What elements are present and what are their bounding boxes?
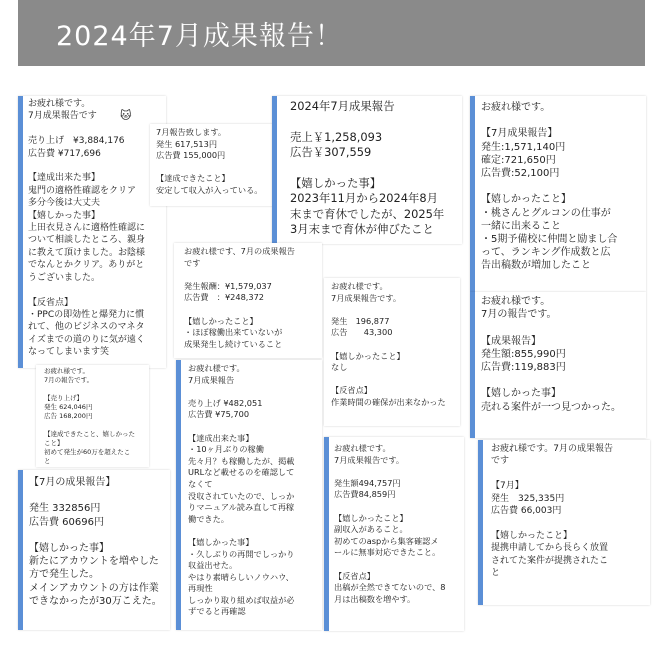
report-card-11: [324, 437, 464, 631]
card-accent-bar: [470, 292, 475, 438]
report-text: お疲れ様です。 7月の報告です。 【売り上げ】 発生 624,046円 広告 168,200円 【達成できたこと、嬉しかった こと】 初めて発生が60万を超えたこ と: [44, 367, 135, 465]
report-card-3: [272, 96, 462, 244]
report-text: お疲れ様です。 7月成果報告です 売り上げ ¥3,884,176 広告費 ¥717,696 【達成出来た事】 鬼門の適格性確認をクリア 多分今後は大丈夫 【嬉しかった事】 上田衣見さんに適格性確認に ついて相談したところ、親身 に教えて頂けました。お陰様 でなんとかクリア。ありがと うございました。 【反省点】 ・PPCの即効性と爆発力に慣 れて、他のビジネスのマネタ イズまでの道のりに気が遠く なってしまいます笑: [28, 99, 146, 358]
report-card-8: [176, 360, 322, 630]
report-card-1: [18, 96, 166, 368]
report-text: お疲れ様です、7月の成果報告 です 発生報酬：¥1,579,037 広告費 ：¥248,372 【嬉しかったこと】 ・ほぼ稼働出来ていないが 成果発生し続けていること: [184, 246, 295, 349]
report-card-4: [470, 96, 646, 292]
report-card-10: [18, 470, 170, 630]
report-text: 7月報告致します。 発生 617,513円 広告費 155,000円 【達成できたこと】 安定して収入が入っている。: [156, 127, 263, 195]
report-card-7: [470, 292, 646, 438]
header-banner: [18, 0, 645, 66]
report-text: 2024年7月成果報告 売上￥1,258,093 広告￥307,559 【嬉しかった事】 2023年11月から2024年8月 末まで育休でしたが、2025年 3月末まで育休が伸びたこと: [290, 99, 445, 237]
card-accent-bar: [478, 440, 483, 605]
cat-emoji-icon: 🐱: [120, 109, 132, 122]
report-text: お疲れ様です。7月の成果報告 です 【7月】 発生 325,335円 広告費 66,003円 【嬉しかったこと】 提携申請してから長らく放置 されてた案件が提携されたこ と: [491, 444, 614, 579]
report-card-9: [36, 365, 149, 467]
report-text: お疲れ様です。 7月成果報告です。 発生額494,757円 広告費84,859円 【嬉しかったこと】 副収入があること。 初めてのaspから集客確認メ ールに無事対応できたこと。 【反省点】 出稿が全然できてないので、8 月は出稿数を増やす。: [334, 443, 446, 604]
report-text: お疲れ様です。 7月の報告です。 【成果報告】 発生額:855,990円 広告費:119,883円 【嬉しかった事】 売れる案件が一つ見つかった。: [481, 296, 621, 413]
report-text: お疲れ様です。 【7月成果報告】 発生:1,571,140円 確定:721,650円 広告費:52,100円 【嬉しかったこと】 ・桃さんとグルコンの仕事が 一緒に出来ること ・5期予備校に仲間と励まし合 って、ランキング作成数と広 告出稿数が増加したこと: [481, 102, 618, 272]
report-card-2: [150, 124, 278, 206]
report-text: お疲れ様です。 7月成果報告 売り上げ ¥482,051 広告費 ¥75,700 【達成出来た事】 ・10ヶ月ぶりの稼働 先々月？も稼働したが、掲載 URLなど載せるのを確認して なくて 没収されていたので、しっか りマニュアル読み直して再稼 働できた。 【嬉しかった事】 ・久しぶりの再開でしっかり 収益出せた。 やはり素晴らしいノウハウ、 再現性 しっかり取り組めば収益が必 ずでると再確認: [188, 363, 295, 617]
page-title: 2024年7月成果報告！: [56, 21, 343, 52]
card-accent-bar: [18, 470, 23, 630]
card-accent-bar: [272, 96, 277, 244]
card-accent-bar: [324, 437, 329, 631]
card-accent-bar: [18, 96, 23, 368]
report-card-6: [324, 278, 460, 426]
report-text: 【7月の成果報告】 発生 332856円 広告費 60696円 【嬉しかった事】 新たにアカウントを増やした 方で発生した。 メインアカウントの方は作業 できなかったが30万こえた。: [29, 477, 162, 607]
report-card-5: [174, 243, 322, 358]
report-text: お疲れ様です。 7月成果報告です。 発生 196,877 広告 43,300 【嬉しかったこと】 なし 【反省点】 作業時間の確保が出来なかった: [331, 281, 446, 407]
card-accent-bar: [176, 360, 181, 630]
card-accent-bar: [470, 96, 475, 292]
report-card-12: [478, 440, 650, 605]
